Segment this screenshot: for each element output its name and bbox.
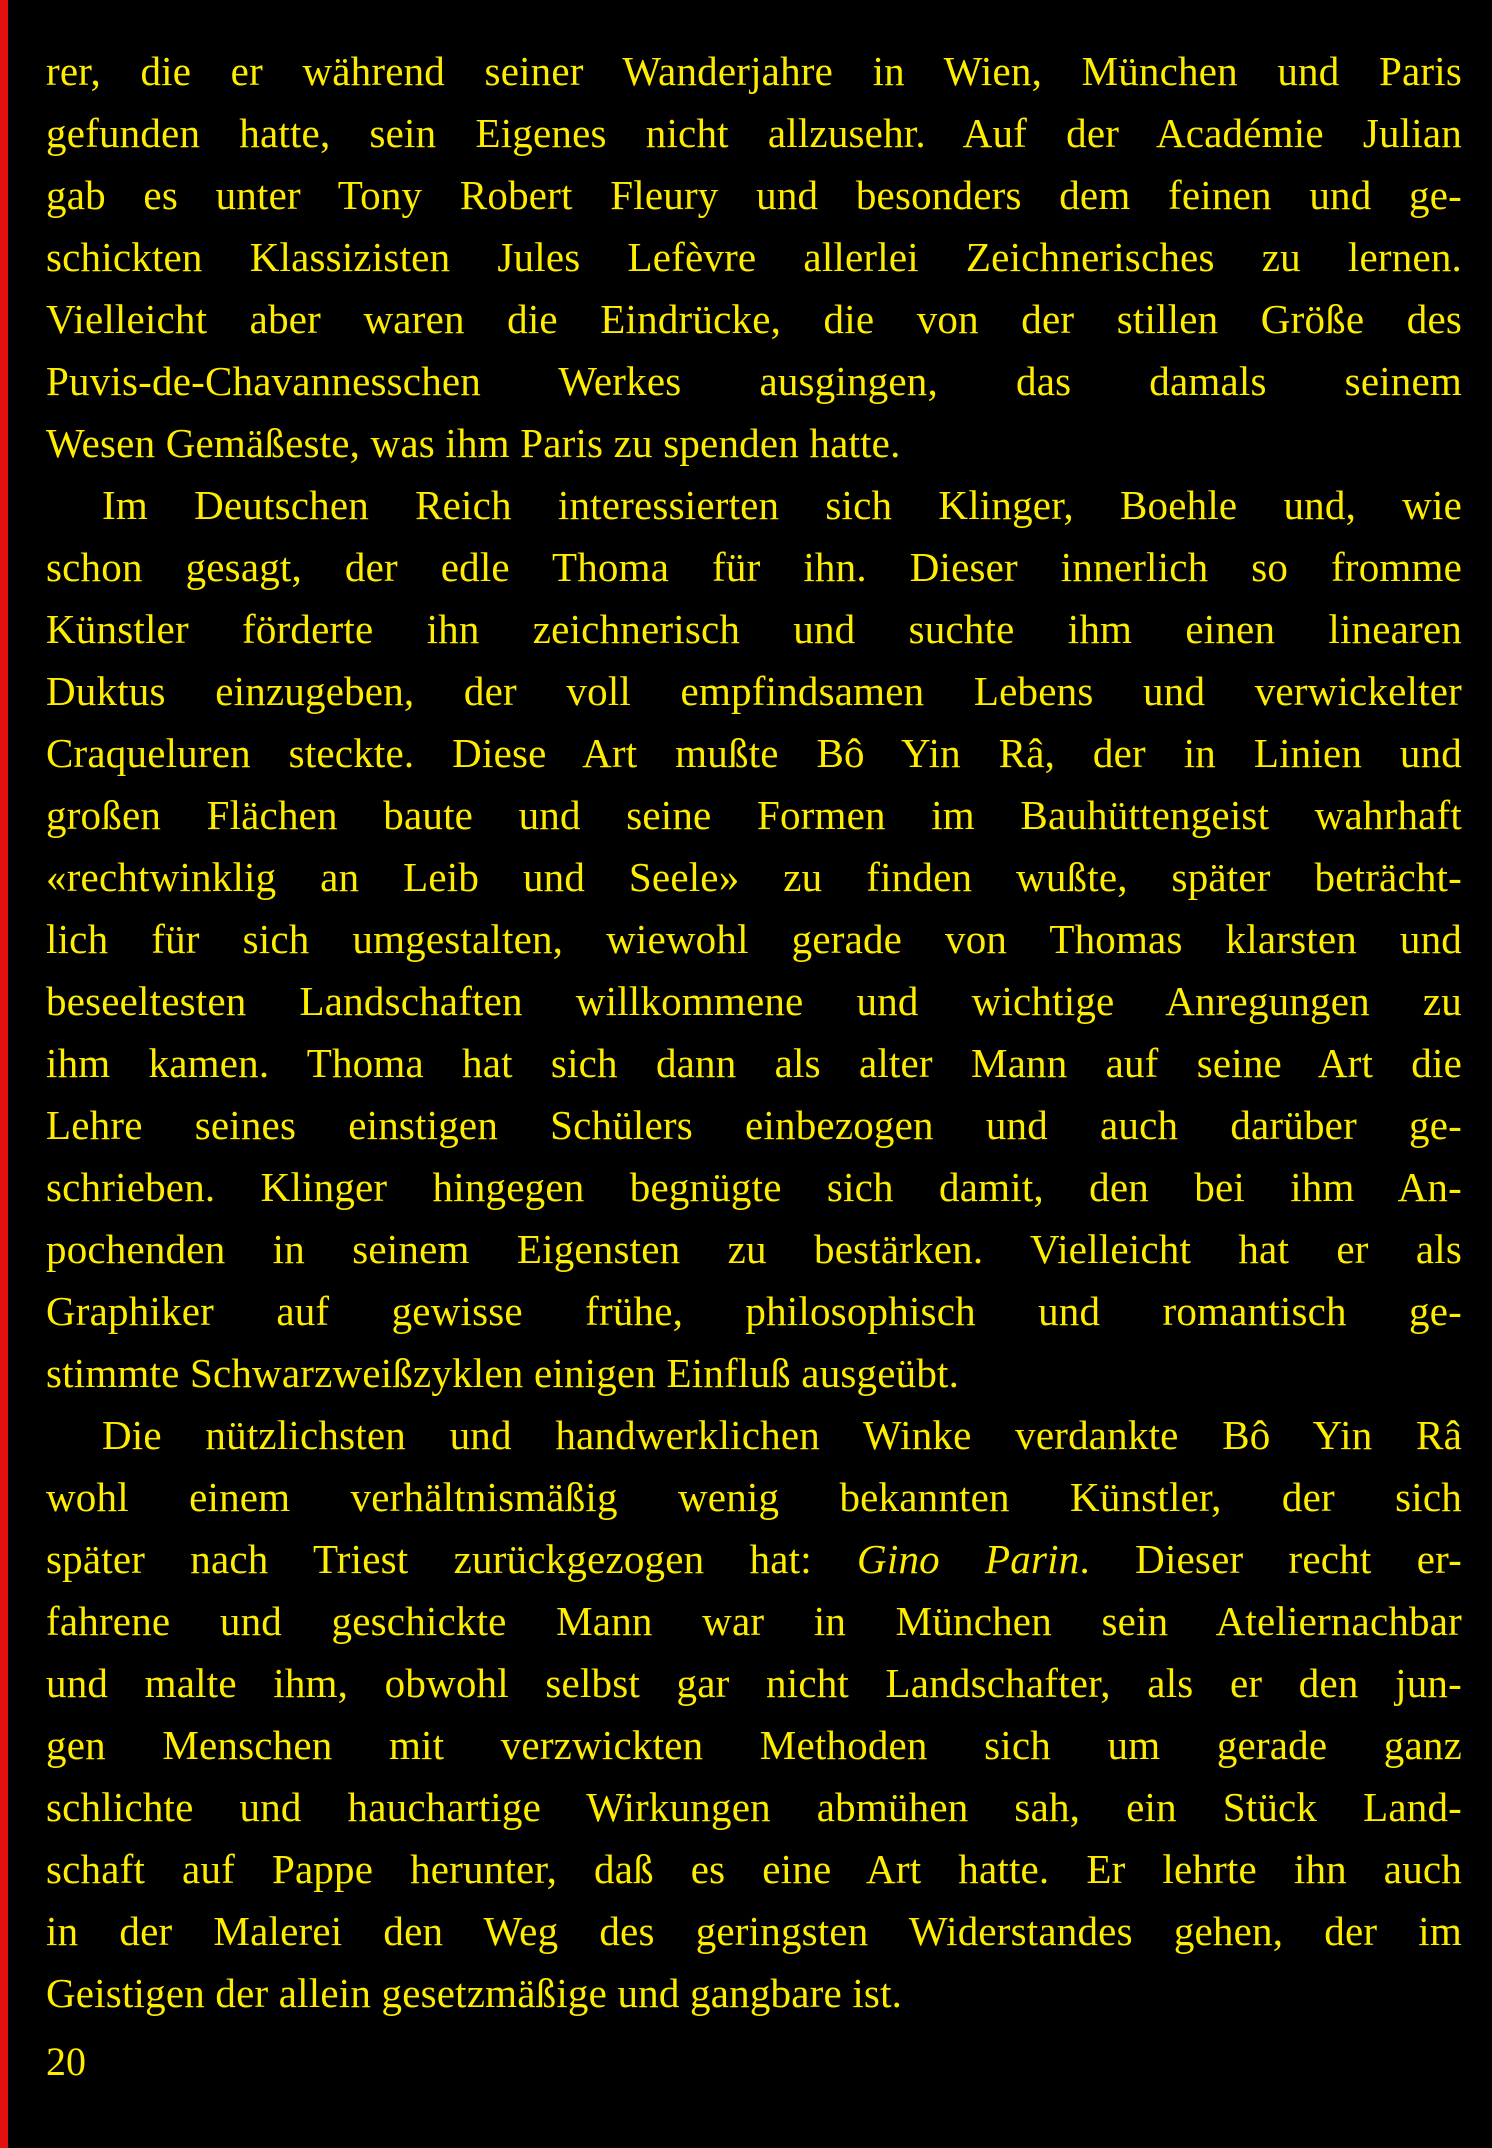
text-segment: Graphiker auf gewisse frühe, philosophisch und romantisch ge-	[46, 1288, 1462, 1334]
text-segment: beseeltesten Landschaften willkommene und wichtige Anregungen zu	[46, 978, 1462, 1024]
text-segment: gefunden hatte, sein Eigenes nicht allzusehr. Auf der Académie Julian	[46, 110, 1462, 156]
text-segment: Die nützlichsten und handwerklichen Winke verdankte Bô Yin Râ	[102, 1412, 1462, 1458]
text-segment: schaft auf Pappe herunter, daß es eine Art hatte. Er lehrte ihn auch	[46, 1846, 1462, 1892]
text-segment: Craqueluren steckte. Diese Art mußte Bô Yin Râ, der in Linien und	[46, 730, 1462, 776]
text-line	[46, 1528, 1462, 1590]
text-segment: schickten Klassizisten Jules Lefèvre allerlei Zeichnerisches zu lernen.	[46, 234, 1462, 280]
text-segment: schrieben. Klinger hingegen begnügte sich damit, den bei ihm An-	[46, 1164, 1462, 1210]
text-segment: gab es unter Tony Robert Fleury und besonders dem feinen und ge-	[46, 172, 1462, 218]
scan-edge-stripe	[0, 0, 8, 2148]
text-line	[46, 1156, 1462, 1218]
text-segment: Lehre seines einstigen Schülers einbezogen und auch darüber ge-	[46, 1102, 1462, 1148]
text-segment: großen Flächen baute und seine Formen im Bauhüttengeist wahrhaft	[46, 792, 1462, 838]
text-segment: Im Deutschen Reich interessierten sich Klinger, Boehle und, wie	[102, 482, 1462, 528]
text-segment: Puvis-de-Chavannesschen Werkes ausgingen, das damals seinem	[46, 358, 1462, 404]
text-segment: «rechtwinklig an Leib und Seele» zu finden wußte, später beträcht-	[46, 854, 1462, 900]
text-line	[46, 846, 1462, 908]
text-line	[46, 1218, 1462, 1280]
italic-text: Gino Parin	[857, 1536, 1080, 1582]
text-segment: lich für sich umgestalten, wiewohl gerade von Thomas klarsten und	[46, 916, 1462, 962]
text-line	[46, 970, 1462, 1032]
text-line	[46, 1714, 1462, 1776]
text-line	[46, 102, 1462, 164]
text-line	[46, 1404, 1462, 1466]
text-line	[46, 474, 1462, 536]
text-segment: schlichte und hauchartige Wirkungen abmühen sah, ein Stück Land-	[46, 1784, 1462, 1830]
text-line	[46, 722, 1462, 784]
text-line	[46, 1590, 1462, 1652]
text-line	[46, 598, 1462, 660]
text-line	[46, 288, 1462, 350]
text-segment: und malte ihm, obwohl selbst gar nicht Landschafter, als er den jun-	[46, 1660, 1462, 1706]
text-line	[46, 1900, 1462, 1962]
text-line	[46, 660, 1462, 722]
text-line	[46, 1838, 1462, 1900]
text-segment: Vielleicht aber waren die Eindrücke, die von der stillen Größe des	[46, 296, 1462, 342]
text-segment: . Dieser recht er-	[1079, 1536, 1462, 1582]
text-line	[46, 226, 1462, 288]
text-segment: Wesen Gemäßeste, was ihm Paris zu spenden hatte.	[46, 420, 901, 466]
text-segment: ihm kamen. Thoma hat sich dann als alter Mann auf seine Art die	[46, 1040, 1462, 1086]
text-segment: Duktus einzugeben, der voll empfindsamen Lebens und verwickelter	[46, 668, 1462, 714]
text-line	[46, 1280, 1462, 1342]
text-segment: fahrene und geschickte Mann war in München sein Ateliernachbar	[46, 1598, 1462, 1644]
text-segment: schon gesagt, der edle Thoma für ihn. Dieser innerlich so fromme	[46, 544, 1462, 590]
text-segment: Geistigen der allein gesetzmäßige und gangbare ist.	[46, 1970, 903, 2016]
text-segment: wohl einem verhältnismäßig wenig bekannten Künstler, der sich	[46, 1474, 1462, 1520]
text-segment: später nach Triest zurückgezogen hat:	[46, 1536, 858, 1582]
text-line	[46, 164, 1462, 226]
text-segment: in der Malerei den Weg des geringsten Widerstandes gehen, der im	[46, 1908, 1462, 1954]
body-text	[46, 40, 1462, 2024]
text-line	[46, 1466, 1462, 1528]
text-line	[46, 412, 1462, 474]
text-segment: rer, die er während seiner Wanderjahre in Wien, München und Paris	[46, 48, 1462, 94]
text-line	[46, 1094, 1462, 1156]
text-line	[46, 1342, 1462, 1404]
text-line	[46, 784, 1462, 846]
text-line	[46, 908, 1462, 970]
text-line	[46, 350, 1462, 412]
text-line	[46, 536, 1462, 598]
text-line	[46, 1032, 1462, 1094]
text-segment: stimmte Schwarzweißzyklen einigen Einfluß ausgeübt.	[46, 1350, 960, 1396]
text-segment: gen Menschen mit verzwickten Methoden sich um gerade ganz	[46, 1722, 1462, 1768]
text-line	[46, 1652, 1462, 1714]
text-segment: Künstler förderte ihn zeichnerisch und suchte ihm einen linearen	[46, 606, 1462, 652]
text-segment: pochenden in seinem Eigensten zu bestärken. Vielleicht hat er als	[46, 1226, 1462, 1272]
page-number: 20	[46, 2039, 86, 2084]
text-line	[46, 1776, 1462, 1838]
text-line	[46, 1962, 1462, 2024]
text-line	[46, 40, 1462, 102]
